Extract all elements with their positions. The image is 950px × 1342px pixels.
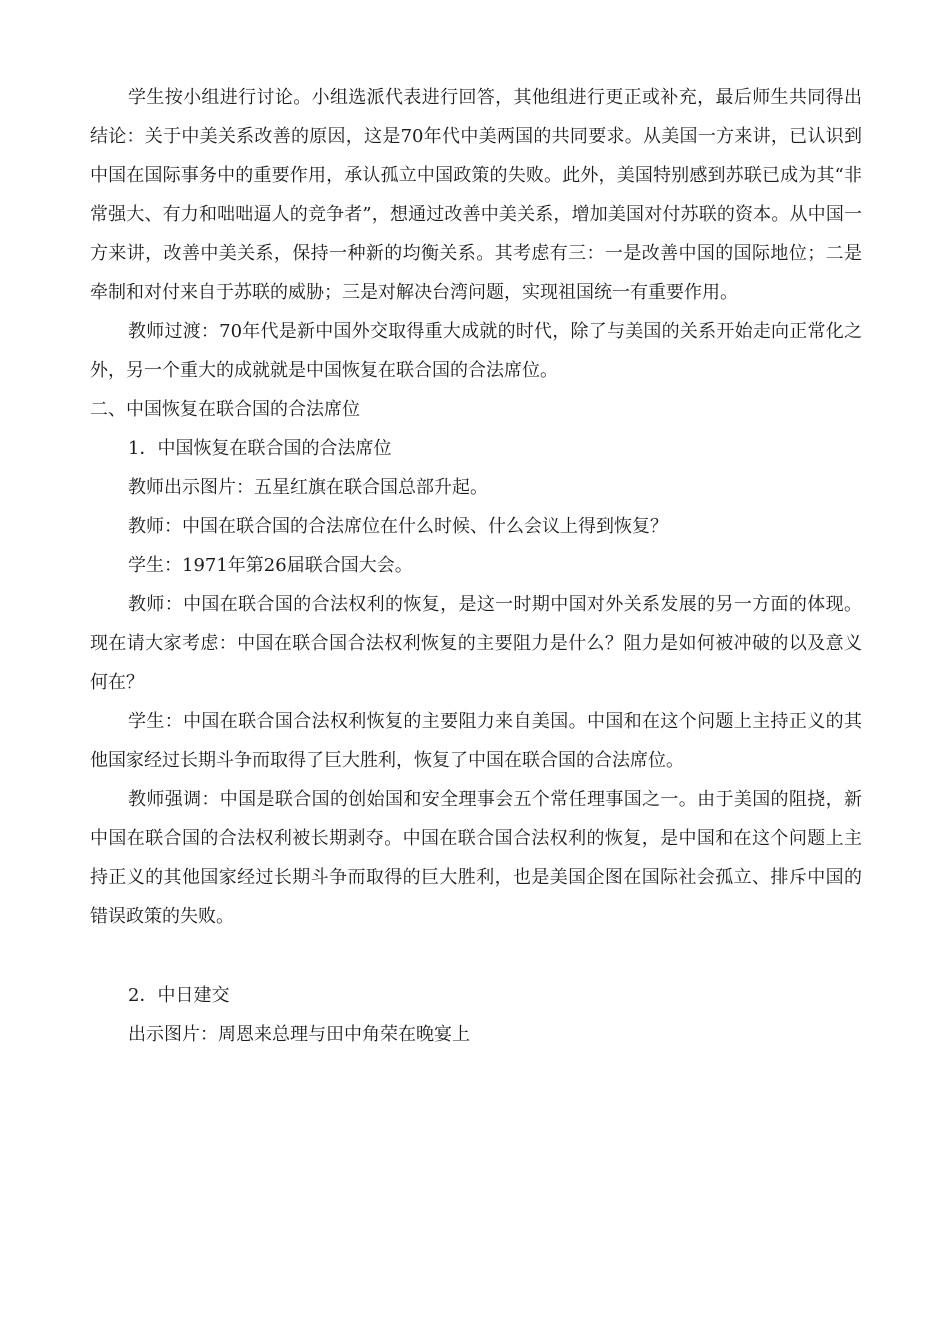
paragraph-student-answer: 学生：1971年第26届联合国大会。 [128,555,413,576]
paragraph-student-response: 学生：中国在联合国合法权利恢复的主要阻力来自美国。中国和在这个问题上主持正义的其他国家经过长期斗争而取得了巨大胜利，恢复了中国在联合国的合法席位。 [90,711,862,771]
subsection-heading-1: 1．中国恢复在联合国的合法席位 [128,438,392,459]
paragraph-show-picture: 教师出示图片：五星红旗在联合国总部升起。 [128,477,488,498]
blank-line [90,936,862,976]
document-page [90,78,862,1054]
section-heading-un-seat: 二、中国恢复在联合国的合法席位 [90,399,360,420]
paragraph-teacher-question: 教师：中国在联合国的合法席位在什么时候、什么会议上得到恢复？ [128,516,668,537]
paragraph-teacher-discussion: 教师：中国在联合国的合法权利的恢复，是这一时期中国对外关系发展的另一方面的体现。现在请大家考虑：中国在联合国合法权利恢复的主要阻力是什么？阻力是如何被冲破的以及意义何在？ [90,594,862,693]
subsection-heading-2: 2．中日建交 [128,985,230,1006]
paragraph-reasons: 学生按小组进行讨论。小组选派代表进行回答，其他组进行更正或补充，最后师生共同得出结论：关于中美关系改善的原因，这是70年代中美两国的共同要求。从美国一方来讲，已认识到中国在国际事务中的重要作用，承认孤立中国政策的失败。此外，美国特别感到苏联已成为其“非常强大、有力和咄咄逼人的竞争者”，想通过改善中美关系，增加美国对付苏联的资本。从中国一方来讲，改善中美关系，保持一种新的均衡关系。其考虑有三：一是改善中国的国际地位；二是牵制和对付来自于苏联的威胁；三是对解决台湾问题，实现祖国统一有重要作用。 [90,87,862,303]
paragraph-show-picture-2: 出示图片：周恩来总理与田中角荣在晚宴上 [128,1024,470,1045]
paragraph-teacher-transition: 教师过渡：70年代是新中国外交取得重大成就的时代，除了与美国的关系开始走向正常化之外，另一个重大的成就就是中国恢复在联合国的合法席位。 [90,321,862,381]
paragraph-teacher-emphasis: 教师强调：中国是联合国的创始国和安全理事会五个常任理事国之一。由于美国的阻挠，新中国在联合国的合法权利被长期剥夺。中国在联合国合法权利的恢复，是中国和在这个问题上主持正义的其他国家经过长期斗争而取得的巨大胜利，也是美国企图在国际社会孤立、排斥中国的错误政策的失败。 [90,789,862,927]
